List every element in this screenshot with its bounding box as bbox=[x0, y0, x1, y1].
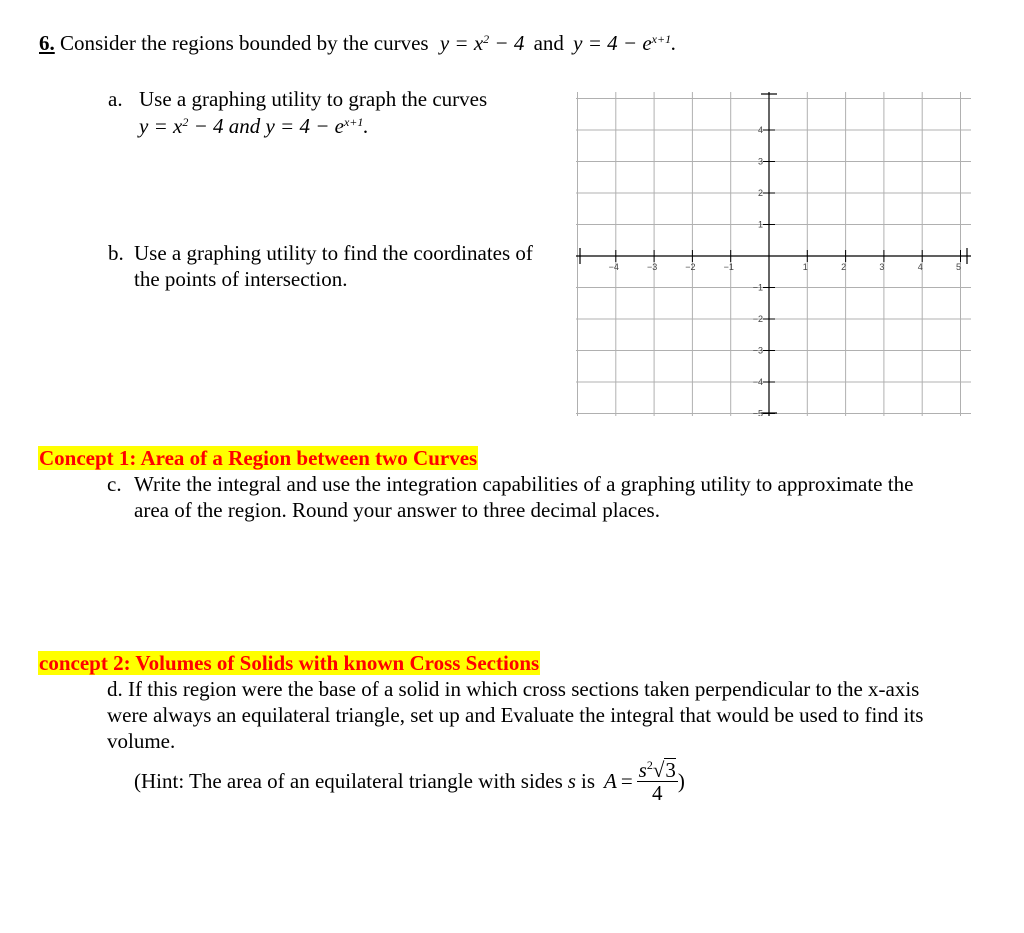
x-tick-label: −2 bbox=[685, 262, 696, 272]
problem-intro: Consider the regions bounded by the curves bbox=[60, 31, 429, 55]
x-tick-label: −4 bbox=[608, 262, 619, 272]
x-tick-label: 1 bbox=[802, 262, 808, 272]
part-c-letter: c. bbox=[107, 472, 122, 496]
problem-number: 6. bbox=[39, 31, 55, 55]
part-b-line1: Use a graphing utility to find the coordinates of bbox=[134, 241, 533, 265]
x-tick-label: 4 bbox=[917, 262, 923, 272]
hint-close: ) bbox=[677, 769, 685, 793]
y-tick-label: 2 bbox=[757, 188, 763, 198]
curve2: $y = 4 - e^{x+1}$. bbox=[573, 31, 677, 55]
part-b-letter: b. bbox=[108, 241, 124, 265]
hint-prefix: (Hint: The area of an equilateral triangle with sides bbox=[134, 769, 563, 793]
hint bbox=[134, 758, 685, 804]
hint-fraction: $\frac{s^2√3}{4}$ bbox=[638, 758, 676, 805]
part-d-line3: volume. bbox=[107, 729, 176, 753]
curve1: $y = x^2 - 4$ bbox=[439, 31, 525, 55]
part-d-line1: d. If this region were the base of a solid in which cross sections taken perpendicular to the x-axis bbox=[107, 677, 920, 701]
hint-eq: = bbox=[620, 769, 633, 793]
y-tick-label: 3 bbox=[757, 156, 763, 167]
x-tick-label: 3 bbox=[879, 262, 885, 272]
y-tick-label: −5 bbox=[752, 408, 763, 416]
y-tick-label: −3 bbox=[752, 345, 763, 356]
part-b-line2: the points of intersection. bbox=[134, 267, 348, 291]
part-d-line2: were always an equilateral triangle, set up and Evaluate the integral that would be used to find its bbox=[107, 703, 924, 727]
x-tick-label: 5 bbox=[955, 262, 962, 272]
x-tick-label: −1 bbox=[723, 262, 734, 272]
part-a-letter: a. bbox=[108, 87, 123, 111]
y-tick-label: 1 bbox=[757, 219, 763, 230]
concept2-heading bbox=[38, 651, 540, 675]
y-tick-label: 4 bbox=[757, 125, 763, 135]
concept1-heading bbox=[38, 446, 478, 470]
part-c-line1: Write the integral and use the integration capabilities of a graphing utility to approximate the bbox=[134, 472, 914, 496]
part-a-line1: Use a graphing utility to graph the curves bbox=[139, 87, 488, 111]
concept2-title: concept 2: Volumes of Solids with known Cross Sections bbox=[39, 651, 540, 675]
hint-is: is bbox=[580, 769, 595, 793]
x-tick-label: 2 bbox=[841, 262, 847, 272]
concept1-title: Concept 1: Area of a Region between two Curves bbox=[39, 446, 478, 470]
hint-A: A bbox=[604, 769, 617, 793]
hint-s: s bbox=[567, 769, 576, 793]
and-word: and bbox=[533, 31, 564, 55]
y-tick-label: −2 bbox=[752, 314, 763, 324]
y-tick-label: −1 bbox=[752, 282, 763, 293]
part-a-line2: $y = x^2 - 4$ and $y = 4 - e^{x+1}$. bbox=[139, 114, 369, 138]
coordinate-grid bbox=[576, 92, 971, 416]
problem-statement bbox=[39, 30, 676, 56]
y-tick-label: −4 bbox=[752, 377, 763, 387]
x-tick-label: −3 bbox=[646, 262, 658, 272]
part-c-line2: area of the region. Round your answer to three decimal places. bbox=[134, 498, 660, 522]
